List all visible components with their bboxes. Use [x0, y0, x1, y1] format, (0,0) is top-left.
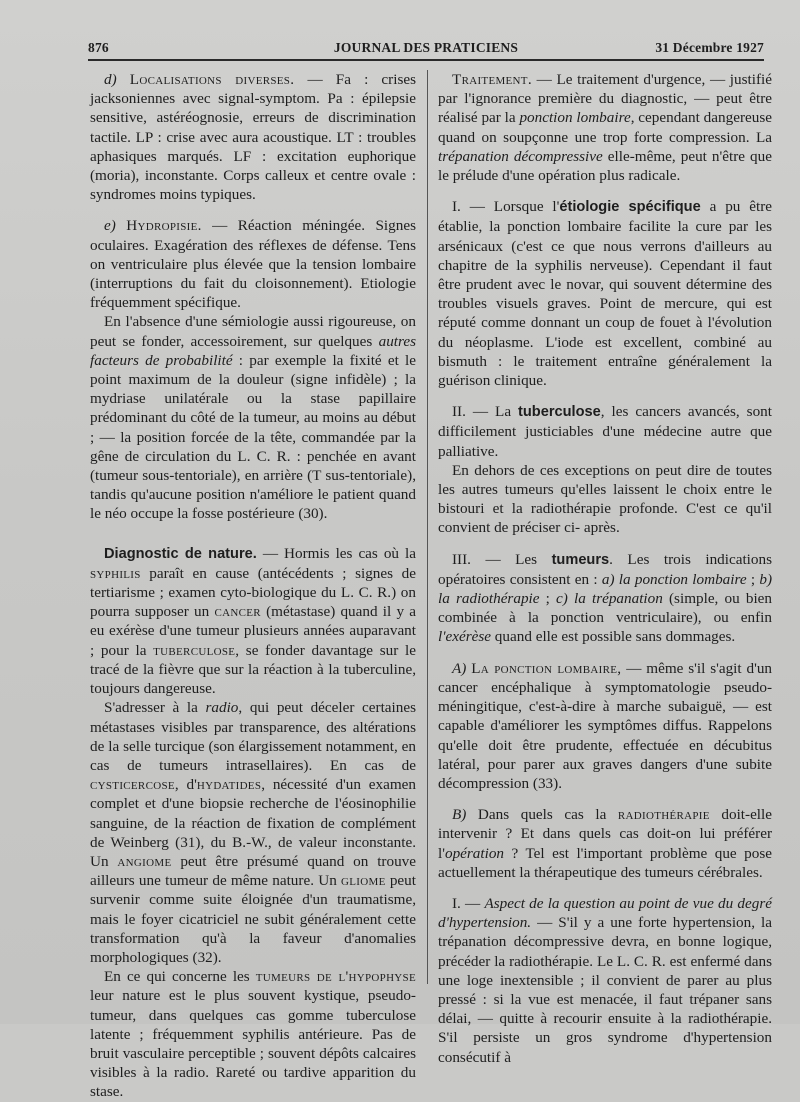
paragraph-facteurs: En l'absence d'une sémiologie aussi rigoureuse, on peut se fonder, accessoirement, sur quelques autres facteurs de probabilité : par exemple la fixité et le point maximum de la douleur (signe infidèle) ; la mydriase unilatérale ou la stase papillaire prédominant du côté de la tumeur, au moins au début ; — la position forcée de la tête, commandée par la gêne de circulation du L. C. R. : penchée en avant (tumeur sous-tentoriale), en arrière (T sus-tentoriale), tandis qu'aucune position n'améliore le patient quand le néo occupe la fosse postérieure (30). [90, 313, 416, 523]
section-heading: Diagnostic de nature. [104, 545, 257, 562]
paragraph-localisations: d) Localisations diverses. — Fa : crises jacksoniennes avec signal-symptom. Pa : épilepsie sensitive, astéréognosie, erreurs de discrimination tactile. LP : crise avec aura acoustique. LT : troubles aphasiques marqués. LF : excitation euphorique (moria), inconstante. Corps calleux et centre ovale : syndromes moins typiques. [90, 71, 417, 204]
paragraph-hypertension: I. — Aspect de la question au point de vue du degré d'hypertension. — S'il y a une forte hypertension, la trépanation décompressive devra, en bonne logique, précéder la radiothérapie. Le L. C. R. est enfermé dans une loge inextensible ; il convient de parer au plus pressé : si la vue est menacée, il faut trépaner sans délai, — quitte à recourir ensuite à la radiothérapie. S'il persiste un gros syndrome d'hypertension consécutif à [438, 894, 773, 1066]
left-column [90, 70, 416, 1102]
paragraph-diagnostic: Diagnostic de nature. — Hormis les cas où la syphilis paraît en cause (antécédents ; signes de tertiarisme ; examen cyto-biologique du L. C. R.) on pourra supposer un cancer (métastase) quand il y a eu exérèse d'une tumeur plusieurs années auparavant ; pour la tuberculose, se fonder davantage sur le tracé de la fièvre que sur la réaction à la tuberculine, toujours dangereuse. [90, 544, 416, 698]
paragraph-radio: S'adresser à la radio, qui peut déceler certaines métastases visibles par transparence, des altérations de la selle turcique (son élargissement notamment, en cas de tumeurs intrasellaires). En cas de cysticercose, d'hydatides, nécessité d'un examen complet et d'une biopsie recherche de l'éosinophilie sanguine, de la réaction de fixation de complément de Weinberg (31), du B.-W., de valeur inconstante. Un angiome peut être présumé quand on trouve ailleurs une tumeur de même nature. Un gliome peut survenir comme suite éloignée d'un traumatisme, mais le foyer cicatriciel ne subit généralement cette transformation qu'à la faveur d'anomalies morphologiques (32). [90, 699, 417, 966]
paragraph-exceptions: En dehors de ces exceptions on peut dire de toutes les autres tumeurs qu'elles laissent le choix entre le bistouri et la radiothérapie profonde. C'est ce qu'il convient de préciser ci- après. [438, 461, 772, 537]
paragraph-tumeurs: III. — Les tumeurs. Les trois indications opératoires consistent en : a) la ponction lombaire ; b) la radiothérapie ; c) la trépanation (simple, ou bien combinée à la ponction ventriculaire), ou enfin l'exérèse quand elle est possible sans dommages. [438, 550, 772, 646]
issue-date: 31 Décembre 1927 [655, 40, 764, 55]
right-column [438, 70, 772, 1067]
paragraph-traitement: Traitement. — Le traitement d'urgence, — justifié par l'ignorance première du diagnostic, — peut être réalisé par la ponction lombaire, cependant dangereuse quand on soupçonne une trop forte compression. La trépanation décompressive elle-même, peut n'être que le prélude d'une opération plus radicale. [438, 71, 772, 185]
page-number: 876 [88, 40, 109, 55]
paragraph-hypophyse: En ce qui concerne les tumeurs de l'hypophyse leur nature est le plus souvent kystique, pseudo-tumeur, dans quelques cas gomme tuberculose latente ; fréquemment syphilis antérieure. Pas de bruit vasculaire perceptible ; souvent dépôts calcaires visibles à la radio. Rareté ou tardive apparition du stase. [90, 968, 416, 1101]
paragraph-tuberculose: II. — La tuberculose, les cancers avancés, sont difficilement justiciables d'une médecine autre que palliative. [438, 403, 772, 460]
page-header [88, 36, 764, 60]
column-divider [427, 70, 428, 984]
paragraph-ponction-lombaire: A) La ponction lombaire, — même s'il s'agit d'un cancer encéphalique à symptomatologie pseudo-méningitique, c'est-à-dire à marche subaiguë, — est capable d'améliorer les symptômes diffus. Rappelons qu'elle doit être prudente, effectuée en décubitus latéral, pour parer aux graves dangers d'une subite décompression (33). [438, 659, 773, 792]
paragraph-etiologie: I. — Lorsque l'étiologie spécifique a pu être établie, la ponction lombaire facilite la cure par les arsénicaux (c'est ce que nous verrons d'ailleurs au chapitre de la syphilis nerveuse). Cependant il faut être prudent avec le novar, qui souvent détermine des troubles visuels graves. Point de mercure, qui est réputé comme donnant un coup de fouet à l'évolution du néoplasme. L'iode est excellent, combiné au bismuth : le traitement entraîne généralement la guérison clinique. [438, 198, 773, 390]
header-rule [88, 59, 764, 61]
paragraph-hydropisie: e) Hydropisie. — Réaction méningée. Signes oculaires. Exagération des réflexes de défense. Tens on ventriculaire plus élevée que la tension lombaire (interruptions du fait du cloisonnement). Etiologie fréquemment spécifique. [90, 217, 416, 312]
paragraph-radiotherapie: B) Dans quels cas la radiothérapie doit-elle intervenir ? Et dans quels cas doit-on lui préférer l'opération ? Tel est l'important problème que pose actuellement la thérapeutique des tumeurs cérébrales. [438, 806, 772, 881]
journal-title: JOURNAL DES PRATICIENS [333, 40, 519, 55]
